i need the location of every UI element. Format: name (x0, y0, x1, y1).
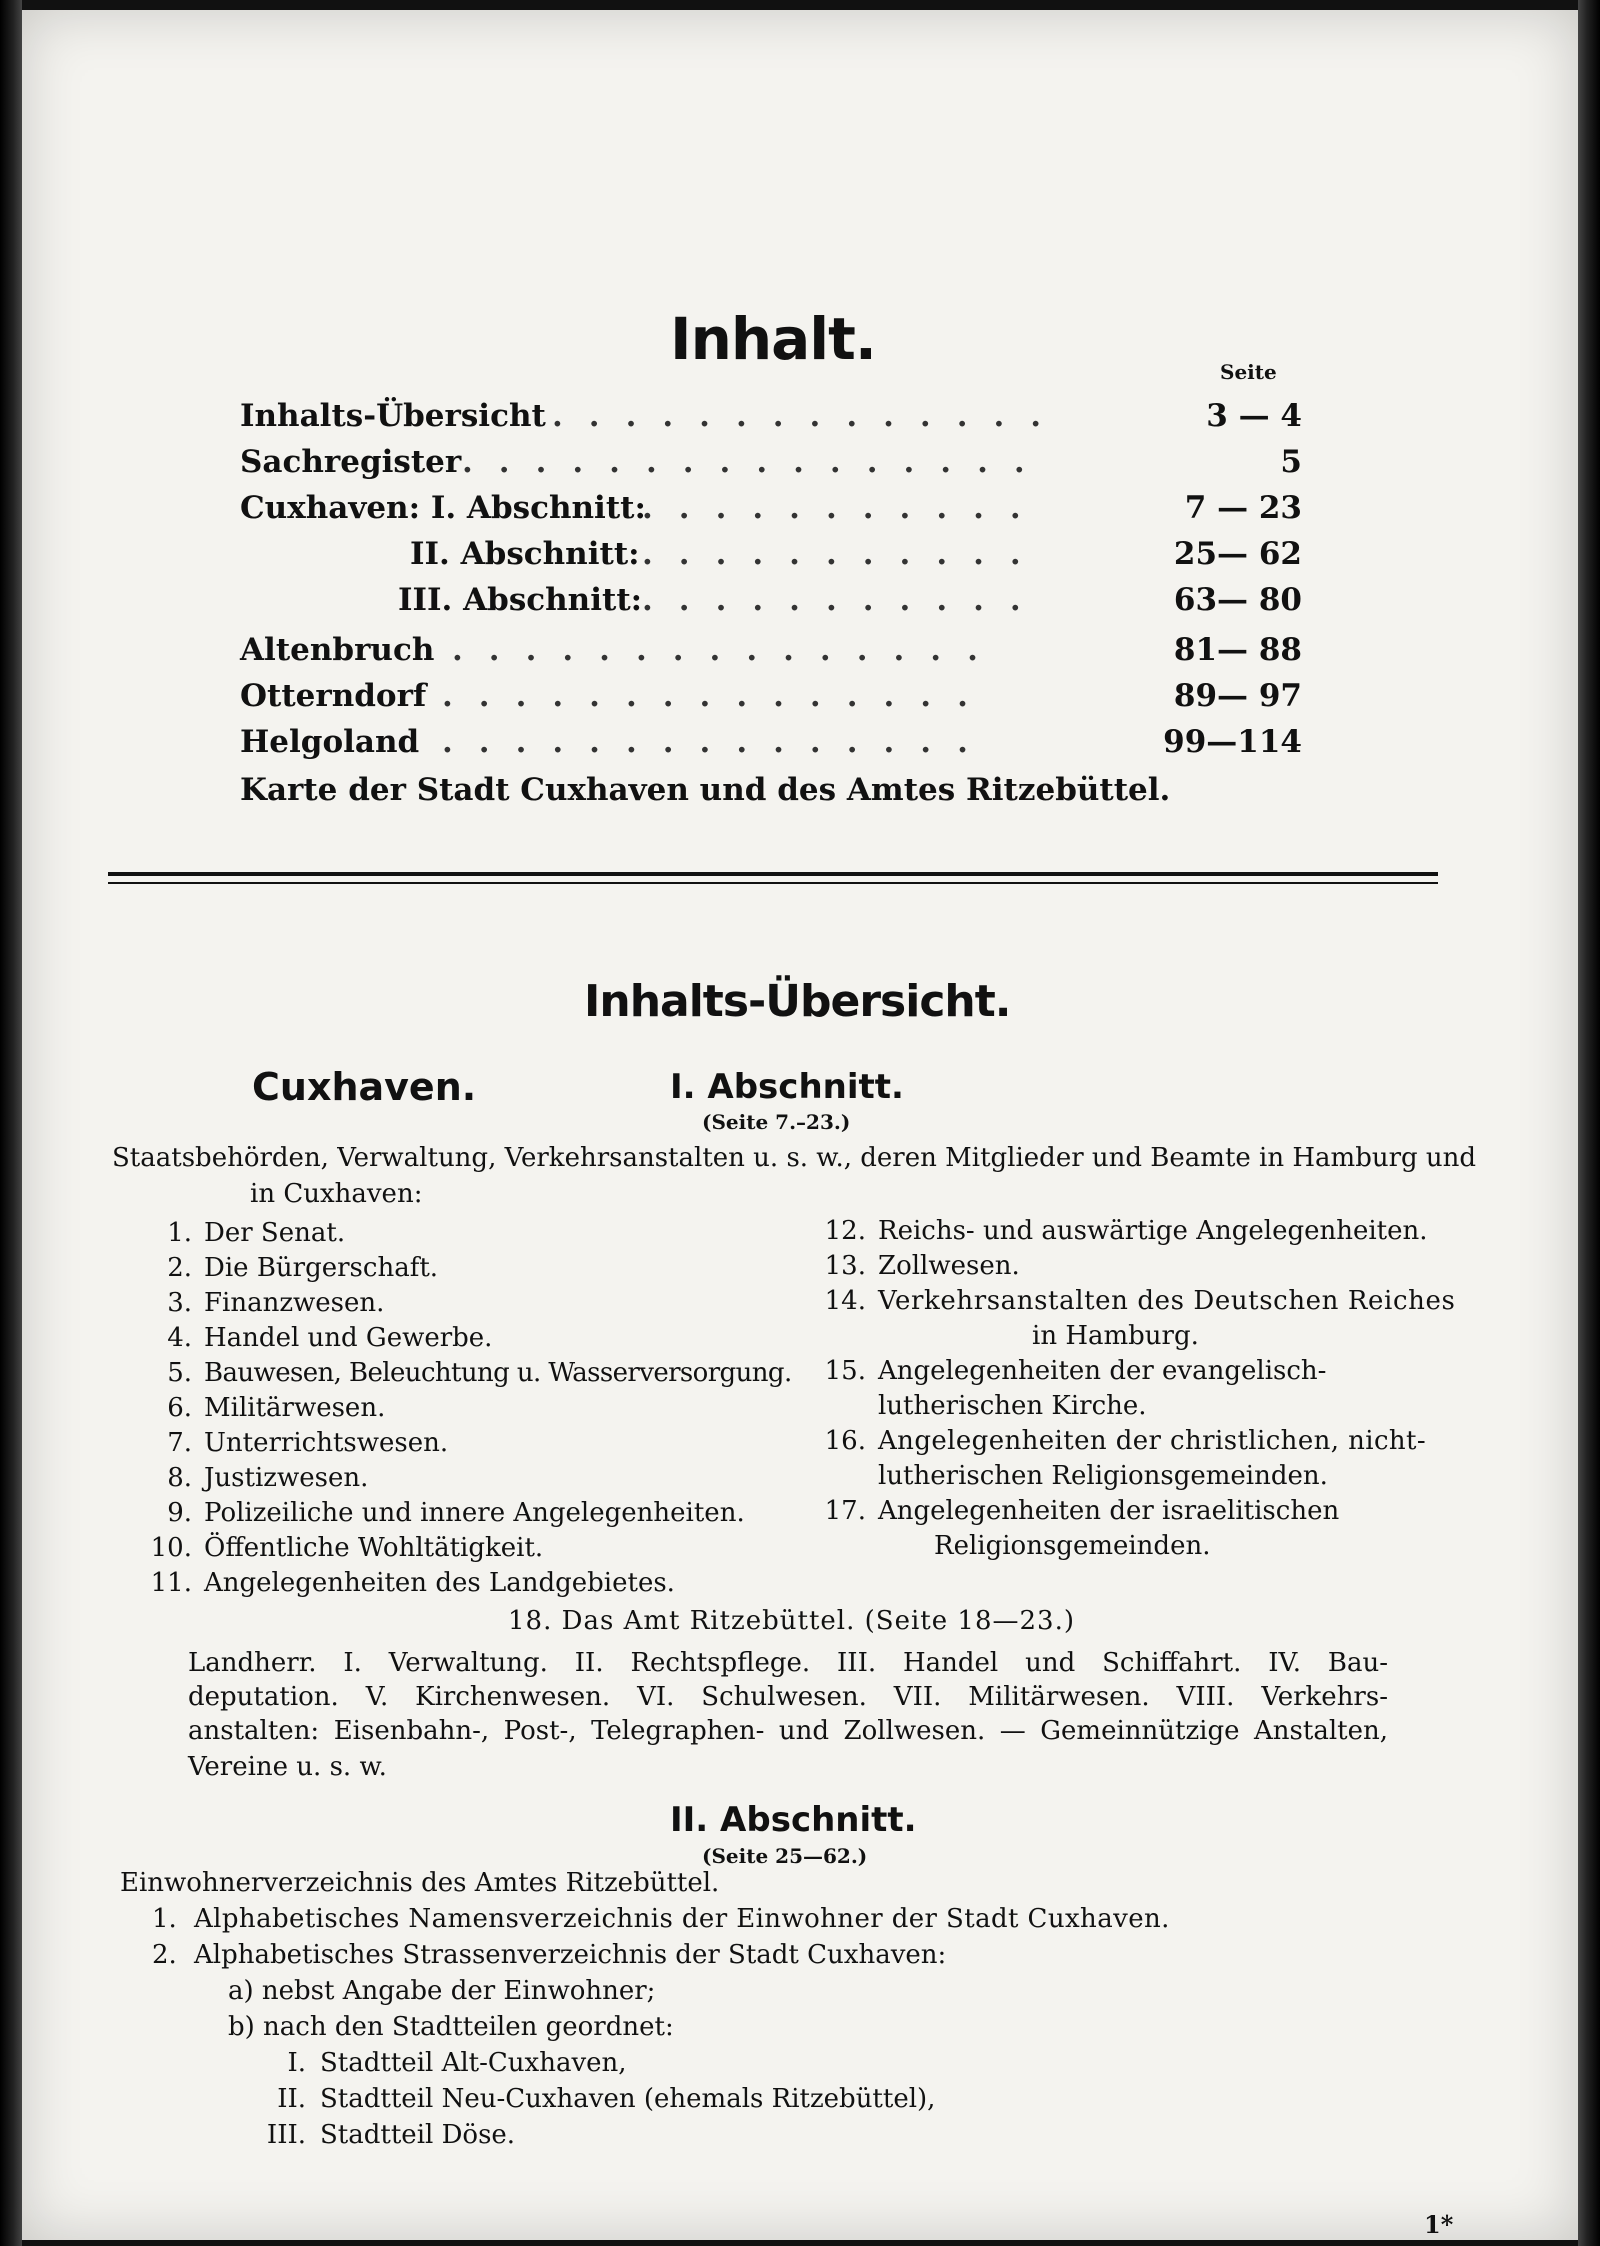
page-number: 1* (1424, 2210, 1454, 2239)
list-number: 6. (167, 1393, 192, 1423)
list-number: 2. (167, 1253, 192, 1283)
toc-label: Karte der Stadt Cuxhaven und des Amtes Ritzebüttel. (240, 772, 1171, 808)
list-item: Militärwesen. (204, 1393, 386, 1423)
list-number: 16. (824, 1426, 866, 1456)
list-number: 3. (167, 1288, 192, 1318)
toc-row (22, 632, 1578, 672)
toc-pages: 5 (1280, 444, 1302, 480)
toc-label: III. Abschnitt: (398, 582, 643, 618)
list-item: Reichs- und auswärtige Angelegenheiten. (878, 1216, 1428, 1246)
uebersicht-title: Inhalts-Übersicht. (584, 976, 1011, 1027)
toc-pages: 25— 62 (1173, 536, 1302, 572)
toc-label: Helgoland (240, 724, 420, 760)
toc-row (22, 678, 1578, 718)
list-item: Zollwesen. (878, 1251, 1020, 1281)
amt-heading: 18. Das Amt Ritzebüttel. (Seite 18—23.) (508, 1606, 1075, 1636)
toc-label: Inhalts-Übersicht (240, 398, 546, 434)
list-number: 1. (167, 1218, 192, 1248)
toc-label: Altenbruch (240, 632, 435, 668)
toc-pages: 89— 97 (1173, 678, 1302, 714)
toc-pages: 63— 80 (1173, 582, 1302, 618)
list-item: Polizeiliche und innere Angelegenheiten. (204, 1498, 745, 1528)
amt-line: Vereine u. s. w. (188, 1752, 387, 1782)
list-item: Die Bürgerschaft. (204, 1253, 439, 1283)
list-number: 5. (167, 1358, 192, 1388)
divider-rule (108, 872, 1438, 876)
scan-edge-left (0, 0, 22, 2246)
document-page (22, 10, 1578, 2240)
list-number: 13. (824, 1251, 866, 1281)
list-item: Öffentliche Wohltätigkeit. (204, 1533, 544, 1563)
toc-row (22, 536, 1578, 576)
toc-label: Sachregister (240, 444, 462, 480)
toc-row (22, 582, 1578, 622)
list-item: Alphabetisches Strassenverzeichnis der Stadt Cuxhaven: (194, 1940, 947, 1970)
list-number: 4. (167, 1323, 192, 1353)
abschnitt-2-heading: II. Abschnitt. (670, 1800, 917, 1840)
list-number: 10. (150, 1533, 192, 1563)
list-item: Justizwesen. (204, 1463, 369, 1493)
list-item: Angelegenheiten des Landgebietes. (204, 1568, 675, 1598)
toc-row (22, 772, 1578, 812)
list-number: 1. (152, 1904, 177, 1934)
list-item: Der Senat. (204, 1218, 346, 1248)
toc-leader: ............... (452, 632, 1004, 668)
district-number: III. (266, 2120, 306, 2150)
abschnitt-2-intro: Einwohnerverzeichnis des Amtes Ritzebüttel. (120, 1868, 720, 1898)
abschnitt-1-intro: Staatsbehörden, Verwaltung, Verkehrsanstalten u. s. w., deren Mitglieder und Beamte in Hamburg und (112, 1143, 1477, 1173)
district-item: Stadtteil Neu-Cuxhaven (ehemals Ritzebüttel), (320, 2084, 936, 2114)
list-item: Angelegenheiten der israelitischen (878, 1496, 1340, 1526)
list-item: Alphabetisches Namensverzeichnis der Einwohner der Stadt Cuxhaven. (194, 1904, 1170, 1934)
list-item: Handel und Gewerbe. (204, 1323, 493, 1353)
toc-leader: ............... (442, 724, 994, 760)
list-item: Finanzwesen. (204, 1288, 385, 1318)
list-item-cont: lutherischen Religionsgemeinden. (878, 1461, 1328, 1491)
abschnitt-1-pages: (Seite 7.–23.) (702, 1110, 851, 1134)
list-item-cont: in Hamburg. (1032, 1321, 1199, 1351)
list-item: Angelegenheiten der christlichen, nicht- (878, 1426, 1427, 1456)
toc-pages: 99—114 (1163, 724, 1302, 760)
toc-leader: ................ (462, 444, 1051, 480)
toc-row (22, 398, 1578, 438)
list-number: 7. (167, 1428, 192, 1458)
seite-column-label: Seite (1220, 360, 1277, 384)
toc-leader: ........... (642, 536, 1047, 572)
sub-item: b) nach den Stadtteilen geordnet: (228, 2012, 674, 2042)
toc-pages: 3 — 4 (1206, 398, 1302, 434)
toc-pages: 81— 88 (1173, 632, 1302, 668)
list-number: 12. (824, 1216, 866, 1246)
toc-leader: ............... (442, 678, 994, 714)
amt-line: deputation. V. Kirchenwesen. VI. Schulwesen. VII. Militärwesen. VIII. Verkehrs- (188, 1682, 1388, 1712)
toc-leader: .............. (552, 398, 1068, 434)
list-item-cont: Religionsgemeinden. (934, 1531, 1211, 1561)
list-item: Verkehrsanstalten des Deutschen Reiches (878, 1286, 1456, 1316)
list-item-cont: lutherischen Kirche. (878, 1391, 1147, 1421)
toc-label: Cuxhaven: I. Abschnitt: (240, 490, 646, 526)
district-number: II. (277, 2084, 306, 2114)
toc-leader: ........... (642, 582, 1047, 618)
list-number: 15. (824, 1356, 866, 1386)
district-item: Stadtteil Alt-Cuxhaven, (320, 2048, 627, 2078)
toc-row (22, 724, 1578, 764)
toc-leader: ........... (642, 490, 1047, 526)
toc-label: II. Abschnitt: (410, 536, 640, 572)
amt-line: Landherr. I. Verwaltung. II. Rechtspflege. III. Handel und Schiffahrt. IV. Bau- (188, 1648, 1388, 1678)
district-number: I. (287, 2048, 306, 2078)
abschnitt-1-heading: I. Abschnitt. (670, 1067, 904, 1107)
inhalt-title: Inhalt. (670, 305, 876, 373)
abschnitt-2-pages: (Seite 25—62.) (702, 1844, 868, 1868)
list-number: 11. (150, 1568, 192, 1598)
divider-rule-thin (108, 882, 1438, 884)
amt-line: anstalten: Eisenbahn-, Post-, Telegraphen- und Zollwesen. — Gemeinnützige Anstalten, (188, 1716, 1388, 1746)
abschnitt-1-intro-cont: in Cuxhaven: (250, 1179, 423, 1209)
list-number: 8. (167, 1463, 192, 1493)
toc-row (22, 444, 1578, 484)
scan-edge-right (1578, 0, 1600, 2246)
list-item: Angelegenheiten der evangelisch- (878, 1356, 1327, 1386)
cuxhaven-heading: Cuxhaven. (252, 1065, 477, 1109)
toc-label: Otterndorf (240, 678, 427, 714)
sub-item: a) nebst Angabe der Einwohner; (228, 1976, 656, 2006)
toc-pages: 7 — 23 (1184, 490, 1302, 526)
list-item: Bauwesen, Beleuchtung u. Wasserversorgung. (204, 1358, 792, 1388)
list-number: 14. (824, 1286, 866, 1316)
list-number: 2. (152, 1940, 177, 1970)
list-number: 17. (824, 1496, 866, 1526)
district-item: Stadtteil Döse. (320, 2120, 516, 2150)
list-item: Unterrichtswesen. (204, 1428, 449, 1458)
list-number: 9. (167, 1498, 192, 1528)
toc-row (22, 490, 1578, 530)
